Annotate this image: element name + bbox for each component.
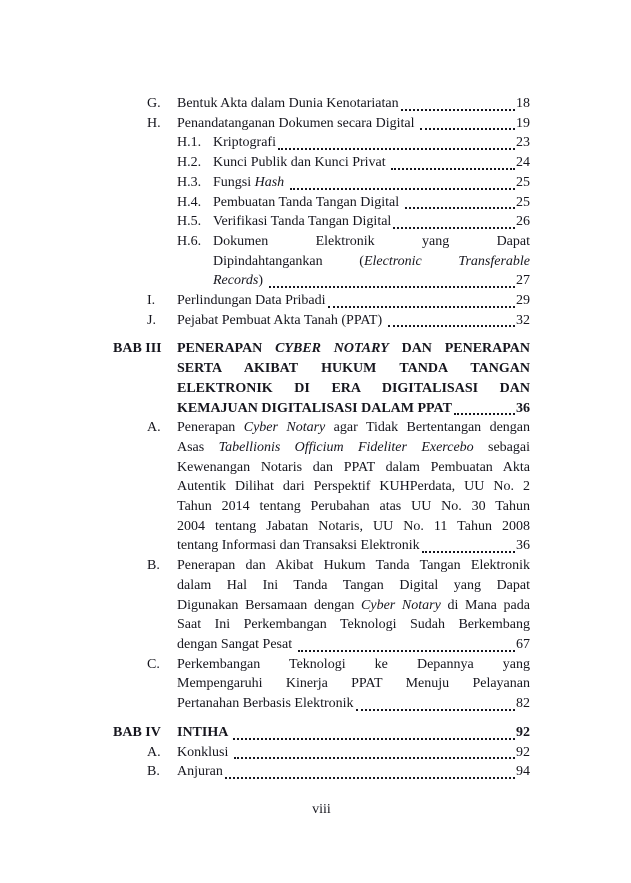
dotted-leader	[405, 207, 515, 209]
dotted-leader	[393, 227, 515, 229]
toc-entry	[147, 655, 530, 714]
toc-text: Mempengaruhi Kinerja PPAT Menuju Pelayanan	[177, 676, 530, 692]
toc-entry	[147, 418, 530, 556]
toc-text: 2004 tentang Jabatan Notaris, UU No. 11 Tahun 2008	[177, 518, 530, 534]
toc-page-number: 82	[516, 696, 530, 712]
toc-entry	[113, 723, 530, 743]
toc-line	[177, 94, 530, 114]
toc-line	[177, 477, 530, 497]
dotted-leader	[290, 188, 515, 190]
toc-text: Dipindahtangankan (	[213, 253, 364, 269]
toc-line	[177, 635, 530, 655]
toc-line	[177, 458, 530, 478]
toc-text	[284, 175, 288, 190]
dotted-leader	[278, 148, 515, 150]
toc-entry-label: J.	[147, 312, 156, 328]
toc-page-number: 32	[516, 312, 530, 328]
toc-text: KEMAJUAN DIGITALISASI DALAM PPAT	[177, 400, 452, 416]
toc-text: Anjuran	[177, 764, 223, 780]
toc-line	[213, 212, 530, 232]
toc-entry-label: C.	[147, 656, 160, 672]
toc-entry	[177, 133, 530, 153]
toc-line	[177, 556, 530, 576]
toc-line	[213, 173, 530, 193]
toc-text: Autentik Dilihat dari Perspektif KUHPerdata, UU No. 2	[177, 479, 530, 495]
toc-text: Konklusi	[177, 744, 232, 760]
toc-page-number: 25	[516, 194, 530, 210]
toc-entry-label: H.5.	[177, 214, 202, 230]
toc-line	[213, 193, 530, 213]
toc-text: Perlindungan Data Pribadi	[177, 293, 326, 309]
toc-text: di Mana pada	[440, 597, 530, 613]
toc-line	[177, 339, 530, 359]
toc-line	[177, 311, 530, 331]
toc-page-number: 27	[516, 273, 530, 289]
dotted-leader	[388, 325, 515, 327]
toc-page-number: 67	[516, 636, 530, 652]
toc-text: Penerapan	[177, 420, 244, 436]
toc-entry	[177, 232, 530, 291]
toc-text: Fungsi	[213, 174, 255, 190]
toc-line	[213, 252, 530, 272]
toc-entry-label: H.4.	[177, 194, 202, 210]
toc-text: Dokumen Elektronik yang Dapat	[213, 233, 530, 249]
toc-line	[177, 723, 530, 743]
toc-text: Pembuatan Tanda Tangan Digital	[213, 194, 403, 210]
toc-page-number: 24	[516, 155, 530, 171]
toc-text: Verifikasi Tanda Tangan Digital	[213, 214, 392, 230]
toc-line	[177, 497, 530, 517]
toc-text: Electronic Transferable	[363, 253, 530, 269]
toc-page-number: 94	[516, 764, 530, 780]
toc-entry	[147, 762, 530, 782]
toc-line	[177, 576, 530, 596]
toc-entry	[177, 173, 530, 193]
toc-text: Cyber Notary	[243, 420, 326, 436]
toc-entry-label: H.	[147, 115, 161, 131]
toc-entry	[147, 94, 530, 114]
toc-page-number: 18	[516, 96, 530, 111]
toc-entry-label: H.2.	[177, 155, 202, 171]
dotted-leader	[422, 551, 515, 553]
toc-line	[177, 536, 530, 556]
toc-page-number: 36	[516, 538, 530, 554]
toc-entry	[177, 212, 530, 232]
toc-page-number: 92	[516, 744, 530, 760]
toc-entry-label: BAB IV	[113, 724, 161, 740]
toc-entry	[147, 311, 530, 331]
dotted-leader	[391, 168, 515, 170]
toc-text: SERTA AKIBAT HUKUM TANDA TANGAN	[177, 361, 530, 377]
toc-line	[177, 418, 530, 438]
toc-entry-label: BAB III	[113, 341, 162, 357]
toc-text: Kriptografi	[213, 135, 276, 151]
toc-text: Penerapan dan Akibat Hukum Tanda Tangan Elektronik	[177, 558, 530, 574]
toc-entry-label: B.	[147, 558, 160, 574]
toc-line	[177, 655, 530, 675]
toc-line	[177, 615, 530, 635]
toc-text: Kunci Publik dan Kunci Privat	[213, 155, 390, 171]
toc-line	[213, 271, 530, 291]
toc-text: Pejabat Pembuat Akta Tanah (PPAT)	[177, 312, 386, 328]
toc-line	[177, 114, 530, 134]
toc-line	[213, 232, 530, 252]
toc-line	[177, 674, 530, 694]
toc-text: Perkembangan Teknologi ke Depannya yang	[177, 656, 530, 672]
toc-entry-label: B.	[147, 764, 160, 780]
toc-line	[177, 399, 530, 419]
toc-page-number: 25	[516, 174, 530, 190]
dotted-leader	[328, 306, 515, 308]
toc-page-number: 26	[516, 214, 530, 230]
toc-line	[177, 743, 530, 763]
toc-text: Records	[213, 273, 259, 289]
toc-entry	[177, 193, 530, 213]
toc-text: CYBER NOTARY	[275, 341, 389, 357]
toc-line	[177, 291, 530, 311]
toc-entry-label: H.3.	[177, 174, 202, 190]
toc-entry	[147, 114, 530, 134]
toc-entry-label: G.	[147, 96, 161, 111]
toc-entry	[113, 339, 530, 418]
toc-page-number: 19	[516, 115, 530, 131]
toc-line	[177, 379, 530, 399]
toc-entry	[177, 153, 530, 173]
dotted-leader	[356, 709, 515, 711]
toc-line	[177, 596, 530, 616]
toc-text: ELEKTRONIK DI ERA DIGITALISASI DAN	[177, 380, 530, 396]
toc-page-number: 29	[516, 293, 530, 309]
toc-text: Kewenangan Notaris dan PPAT dalam Pembuatan Akta	[177, 459, 530, 475]
toc-text: Tabellionis Officium Fideliter Exercebo	[218, 439, 474, 455]
toc-text: Saat Ini Perkembangan Teknologi Sudah Berkembang	[177, 617, 530, 633]
dotted-leader	[401, 109, 515, 111]
page-number-footer: viii	[312, 802, 331, 817]
toc-text: sebagai	[473, 439, 530, 455]
toc-text: Penandatanganan Dokumen secara Digital	[177, 115, 419, 131]
toc-entry-label: A.	[147, 420, 161, 436]
toc-entry	[147, 743, 530, 763]
toc-entry	[147, 556, 530, 655]
toc-line	[213, 153, 530, 173]
toc-text: Hash	[254, 174, 285, 190]
toc-text: PENERAPAN	[177, 341, 276, 357]
toc-line	[177, 517, 530, 537]
toc-entry	[147, 291, 530, 311]
dotted-leader	[298, 650, 515, 652]
dotted-leader	[454, 413, 515, 415]
dotted-leader	[225, 777, 515, 779]
toc-line	[177, 762, 530, 782]
toc-text: tentang Informasi dan Transaksi Elektronik	[177, 538, 420, 554]
toc-text: Asas	[177, 439, 219, 455]
toc-line	[177, 359, 530, 379]
toc-entry-label: I.	[147, 293, 156, 309]
toc-text: INTIHA	[177, 724, 232, 740]
toc-line	[177, 438, 530, 458]
toc-text: Digunakan Bersamaan dengan	[177, 597, 362, 613]
toc-entry-label: A.	[147, 744, 161, 760]
toc-text: Tahun 2014 tentang Perubahan atas UU No. 30 Tahun	[177, 499, 530, 515]
toc-text: agar Tidak Bertentangan dengan	[325, 420, 531, 436]
dotted-leader	[233, 738, 515, 740]
toc-line	[177, 694, 530, 714]
toc-page-number: 23	[516, 135, 530, 151]
toc-entry-label: H.1.	[177, 135, 202, 151]
toc-entry-label: H.6.	[177, 233, 202, 249]
dotted-leader	[269, 286, 515, 288]
toc-page-number: 36	[516, 400, 530, 416]
toc-text: )	[258, 273, 267, 289]
toc-text: Cyber Notary	[361, 597, 441, 613]
dotted-leader	[234, 757, 515, 759]
dotted-leader	[420, 128, 515, 130]
toc-text: Bentuk Akta dalam Dunia Kenotariatan	[177, 96, 399, 111]
toc-text: Pertanahan Berbasis Elektronik	[177, 696, 354, 712]
toc-line	[213, 133, 530, 153]
toc-text: dengan Sangat Pesat	[177, 636, 296, 652]
toc-text: DAN PENERAPAN	[388, 341, 530, 357]
toc-page-number: 92	[516, 724, 530, 740]
toc-text: dalam Hal Ini Tanda Tangan Digital yang Dapat	[177, 577, 530, 593]
